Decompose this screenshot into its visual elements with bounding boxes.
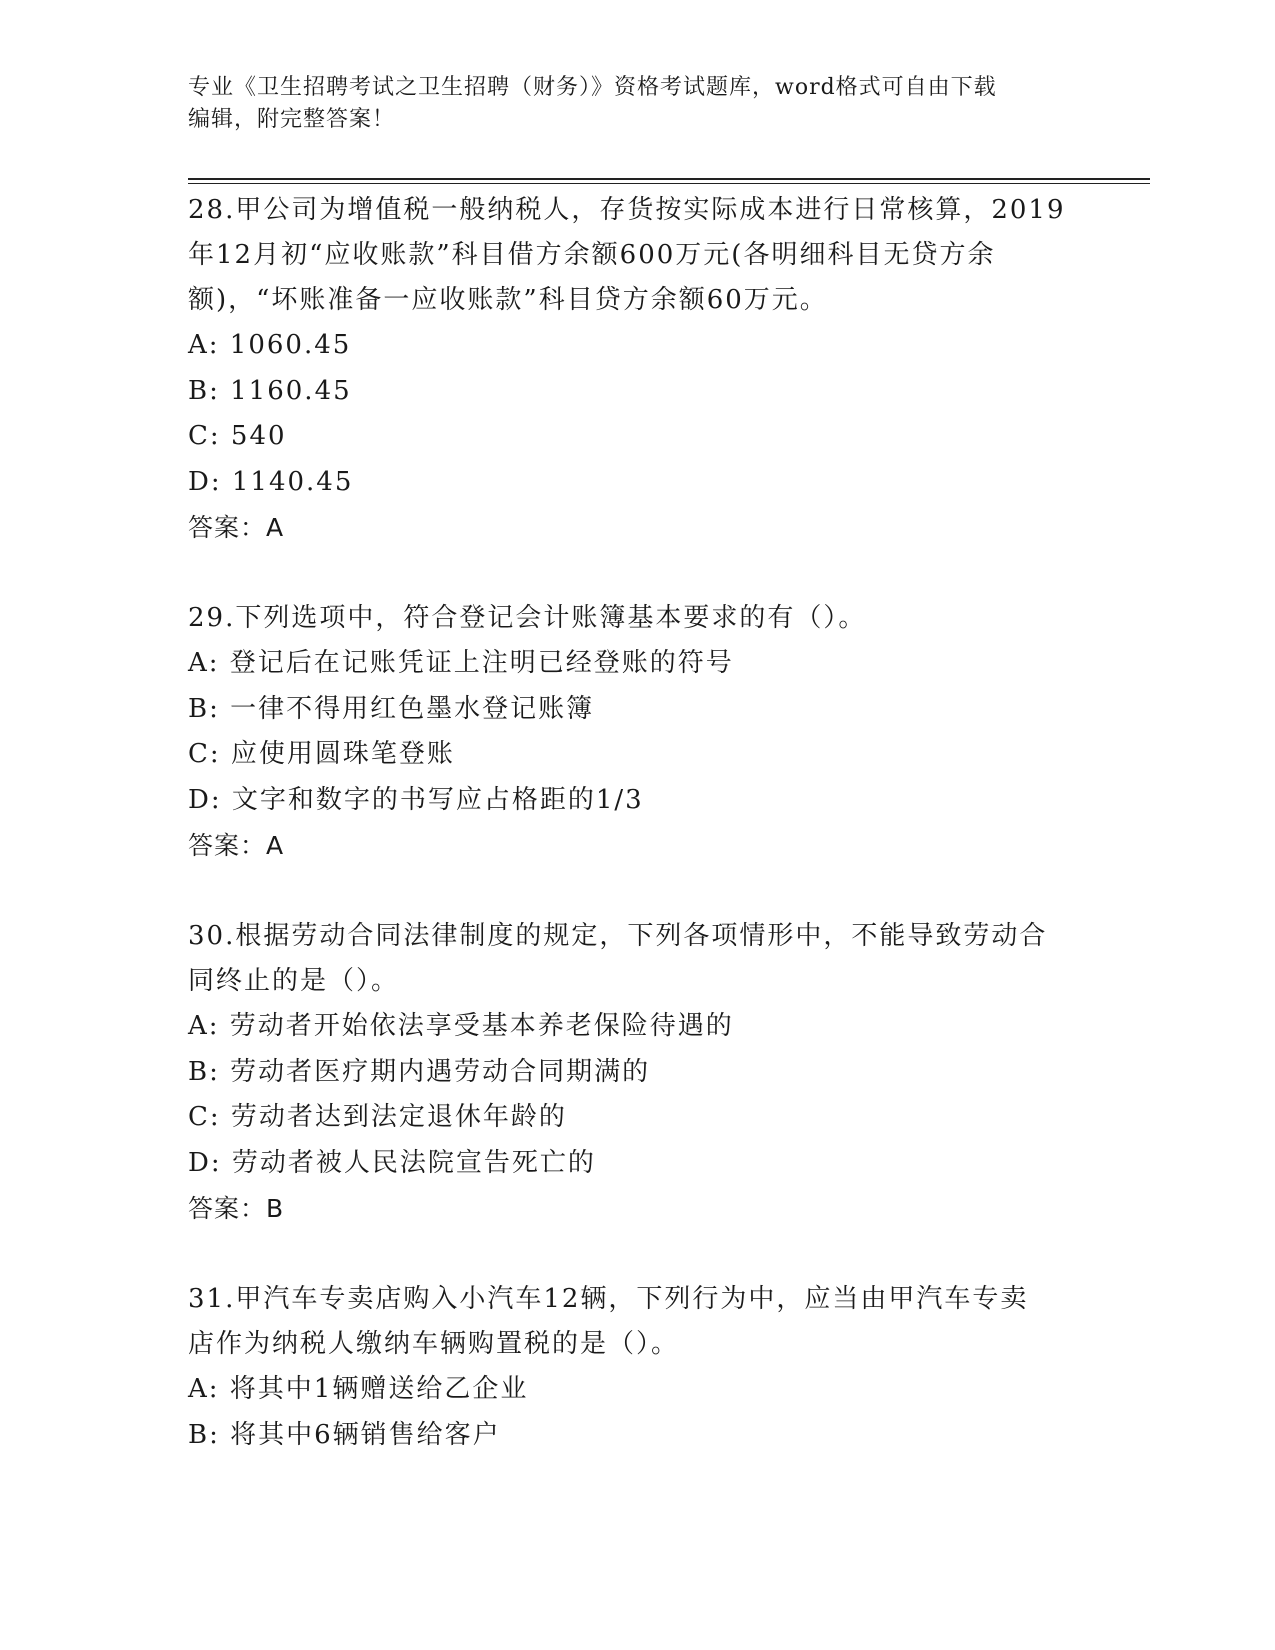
option-b: B: 1160.45 bbox=[188, 375, 352, 406]
question-30 bbox=[188, 914, 1088, 1231]
option-a: A: 1060.45 bbox=[188, 330, 352, 360]
option-b: B: 一律不得用红色墨水登记账簿 bbox=[188, 693, 595, 724]
option-d: D: 劳动者被人民法院宣告死亡的 bbox=[188, 1147, 596, 1178]
question-28 bbox=[188, 188, 1088, 550]
question-stem-line: 年12月初“应收账款”科目借方余额600万元(各明细科目无贷方余 bbox=[188, 240, 996, 270]
question-29 bbox=[188, 596, 1088, 868]
document-header bbox=[188, 72, 1088, 136]
question-stem-line: 30.根据劳动合同法律制度的规定，下列各项情形中，不能导致劳动合 bbox=[188, 921, 1048, 951]
option-d: D: 1140.45 bbox=[188, 466, 354, 497]
question-stem-line: 29.下列选项中，符合登记会计账簿基本要求的有（）。 bbox=[188, 603, 867, 633]
header-rule-thin bbox=[188, 183, 1150, 184]
option-b: B: 劳动者医疗期内遇劳动合同期满的 bbox=[188, 1056, 651, 1087]
option-d: D: 文字和数字的书写应占格距的1/3 bbox=[188, 784, 644, 815]
question-stem-line: 31.甲汽车专卖店购入小汽车12辆，下列行为中，应当由甲汽车专卖 bbox=[188, 1284, 1029, 1314]
answer-line: 答案：A bbox=[188, 513, 285, 542]
header-rule-thick bbox=[188, 178, 1150, 180]
question-stem-line: 店作为纳税人缴纳车辆购置税的是（）。 bbox=[188, 1329, 680, 1359]
option-b: B: 将其中6辆销售给客户 bbox=[188, 1419, 501, 1450]
question-list bbox=[188, 188, 1088, 1504]
option-a: A: 登记后在记账凭证上注明已经登账的符号 bbox=[188, 648, 734, 678]
option-c: C: 540 bbox=[188, 421, 287, 451]
question-stem-line: 额)，“坏账准备一应收账款”科目贷方余额60万元。 bbox=[188, 285, 828, 315]
option-c: C: 应使用圆珠笔登账 bbox=[188, 739, 455, 769]
option-c: C: 劳动者达到法定退休年龄的 bbox=[188, 1102, 567, 1132]
header-line-1: 专业《卫生招聘考试之卫生招聘（财务）》资格考试题库，word格式可自由下载 bbox=[188, 75, 997, 100]
question-31 bbox=[188, 1277, 1088, 1458]
answer-line: 答案：B bbox=[188, 1194, 285, 1223]
answer-line: 答案：A bbox=[188, 831, 285, 860]
option-a: A: 劳动者开始依法享受基本养老保险待遇的 bbox=[188, 1011, 734, 1041]
question-stem-line: 同终止的是（）。 bbox=[188, 966, 400, 996]
option-a: A: 将其中1辆赠送给乙企业 bbox=[188, 1374, 529, 1404]
header-line-2: 编辑，附完整答案！ bbox=[188, 107, 396, 132]
question-stem-line: 28.甲公司为增值税一般纳税人，存货按实际成本进行日常核算，2019 bbox=[188, 195, 1066, 225]
